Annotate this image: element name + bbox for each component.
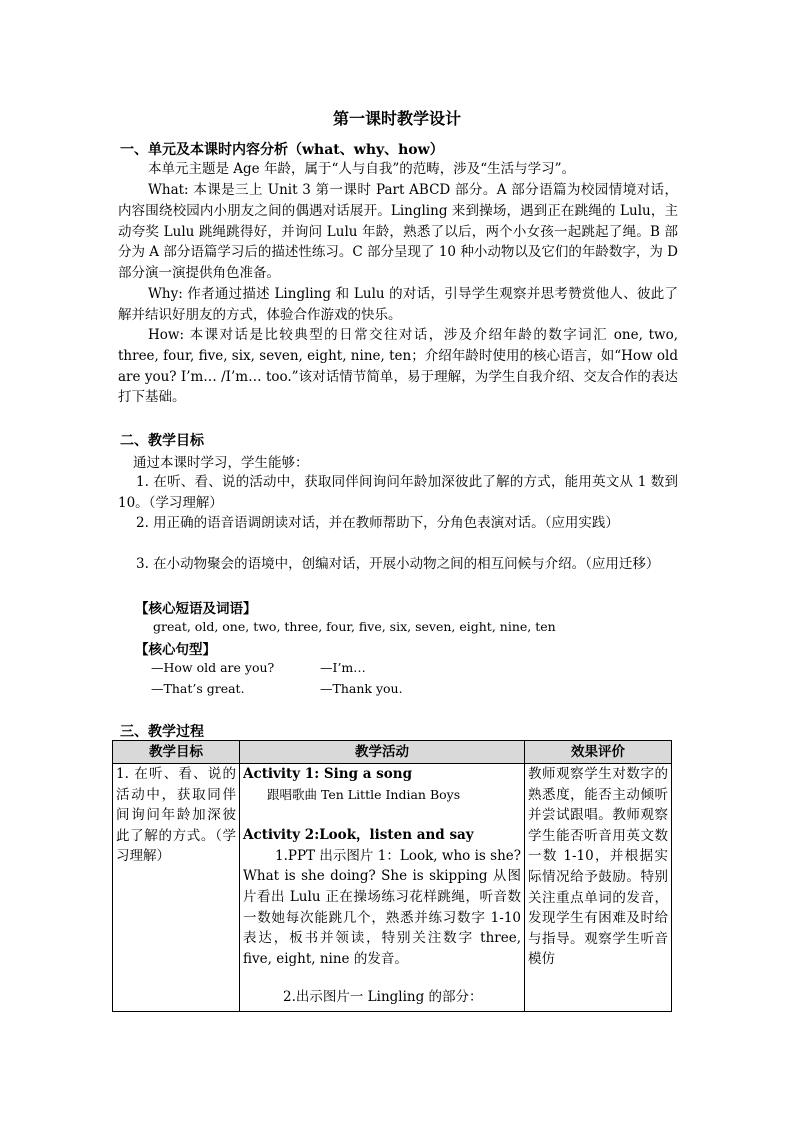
section1-paragraph-what: What: 本课是三上 Unit 3 第一课时 Part ABCD 部分。A 部分语篇为校园情境对话，内容围绕校园内小朋友之间的偶遇对话展开。Lingling 来到操场，遇到正在跳绳的 Lulu，主动夸奖 Lulu 跳绳跳得好，并询问 Lulu 年龄，熟悉了以后，两个小女孩一起跳起了绳。B 部分为 A 部分语篇学习后的描述性练习。C 部分呈现了 10 种小动物以及它们的年龄数字，为 D 部分演一演提供角色准备。: [118, 182, 678, 282]
section1-paragraph-how: How: 本课对话是比较典型的日常交往对话，涉及介绍年龄的数字词汇 one, two, three, four, five, six, seven, eight, nine, ten；介绍年龄时使用的核心语言，如“How old are you? I’m… /I’m… too.”该对话情节简单，易于理解，为学生自我介绍、交友合作的表达打下基础。: [118, 327, 678, 406]
cell-goal: 1. 在听、看、说的活动中，获取同伴间询问年龄加深彼此了解的方式。（学习理解）: [113, 764, 240, 1012]
sentence-2b: —Thank you.: [320, 681, 403, 696]
sentence-heading: 【核心句型】: [135, 642, 216, 658]
table-header-row: [113, 741, 672, 764]
section1-paragraph-why: Why: 作者通过描述 Lingling 和 Lulu 的对话，引导学生观察并思考赞赏他人、彼此了解并结识好朋友的方式，体验合作游戏的快乐。: [118, 286, 678, 323]
header-goal: 教学目标: [113, 741, 240, 764]
section1-heading: 一、单元及本课时内容分析（what、why、how）: [120, 142, 444, 158]
cell-evaluation: 教师观察学生对数字的熟悉度，能否主动倾听并尝试跟唱。教师观察学生能否听音用英文数一数 1-10，并根据实际情况给予鼓励。特别关注重点单词的发音，发现学生有困难及时给与指导。观察学生听音模仿: [525, 764, 672, 1012]
vocab-list: great, old, one, two, three, four, five, six, seven, eight, nine, ten: [153, 619, 556, 634]
vocab-heading: 【核心短语及词语】: [135, 601, 257, 617]
cell-activity: [240, 764, 525, 1012]
activity-2-title: Activity 2:Look，listen and say: [243, 827, 474, 844]
goal-2: 2. 用正确的语音语调朗读对话，并在教师帮助下，分角色表演对话。（应用实践）: [136, 515, 619, 531]
goals-intro: 通过本课时学习，学生能够：: [133, 455, 309, 471]
table-row: [113, 764, 672, 1012]
section1-paragraph-1: 本单元主题是 Age 年龄，属于“人与自我”的范畴，涉及“生活与学习”。: [148, 161, 576, 177]
activity-1-title: Activity 1: Sing a song: [243, 766, 413, 782]
sentence-1a: —How old are you?: [151, 660, 275, 675]
activity-2-step-2: 2.出示图片一 Lingling 的部分：: [283, 989, 483, 1006]
sentence-2a: —That’s great.: [151, 681, 245, 696]
section3-heading: 三、教学过程: [120, 724, 204, 740]
header-evaluation: 效果评价: [525, 741, 672, 764]
page-title: 第一课时教学设计: [332, 109, 461, 128]
section2-heading: 二、教学目标: [120, 433, 204, 449]
goal-3: 3. 在小动物聚会的语境中，创编对话，开展小动物之间的相互问候与介绍。（应用迁移）: [136, 556, 660, 572]
sentence-1b: —I’m…: [320, 660, 366, 675]
goal-1: 1. 在听、看、说的活动中，获取同伴间询问年龄加深彼此了解的方式，能用英文从 1 数到 10。（学习理解）: [118, 474, 678, 511]
activity-2-step-1: 1.PPT 出示图片 1：Look, who is she? What is she doing? She is skipping 从图片看出 Lulu 正在操场练习花样跳绳，听音数一数她每次能跳几个，熟悉并练习数字 1-10 表达，板书并领读，特别关注数字 three, five, eight, nine 的发音。: [243, 847, 521, 967]
activity-1-text: 跟唱歌曲 Ten Little Indian Boys: [267, 786, 461, 802]
teaching-process-table: [112, 740, 672, 1012]
header-activity: 教学活动: [240, 741, 525, 764]
